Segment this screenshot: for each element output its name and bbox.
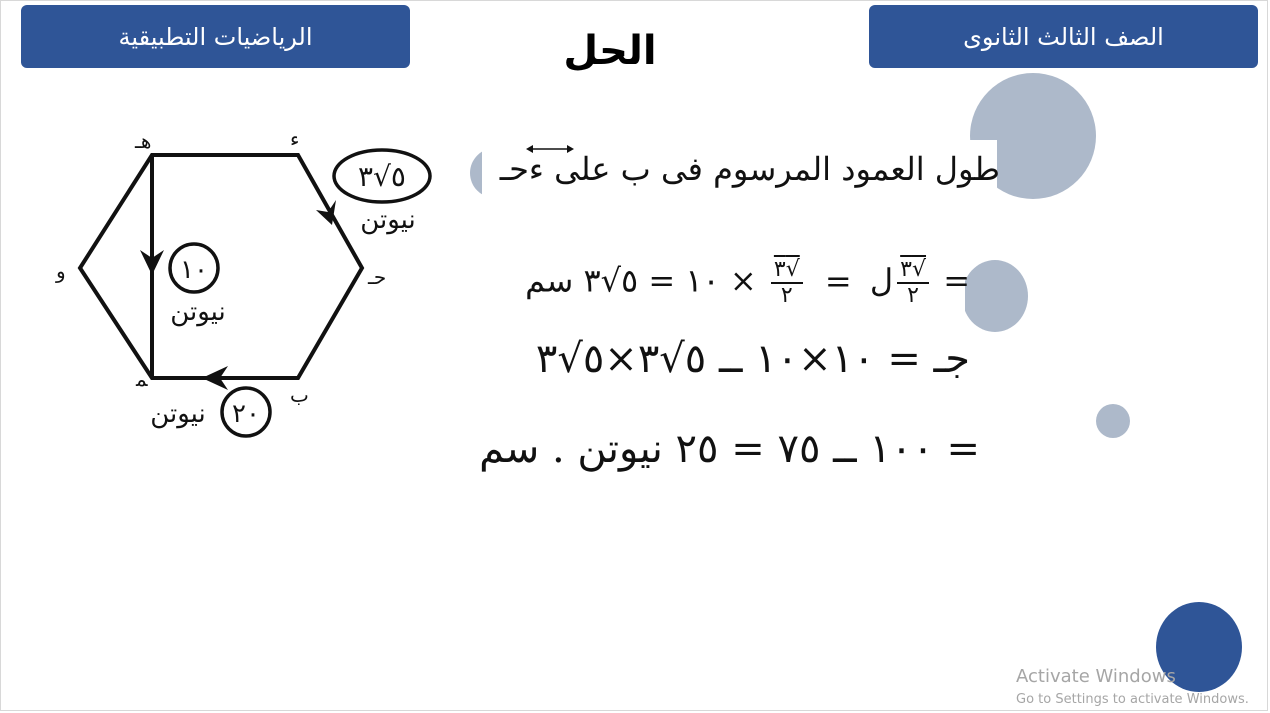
- force-dc-unit: نيوتن: [360, 205, 416, 235]
- hexagon-outline: [80, 155, 362, 378]
- line2-equals: =: [943, 261, 970, 300]
- line2-frac-den: ٢: [907, 283, 919, 308]
- line2-frac2-den: ٢: [780, 283, 793, 308]
- hexagon-diagram: [50, 120, 450, 440]
- line2-fraction-2: [771, 258, 803, 308]
- line2-equals-2: =: [824, 261, 852, 300]
- grade-label: الصف الثالث الثانوى: [963, 22, 1164, 51]
- solution-line-2: [505, 258, 970, 308]
- vertex-d-label: ء: [290, 127, 300, 151]
- activate-windows-subtitle: Go to Settings to activate Windows.: [1016, 692, 1249, 707]
- vertex-a-label: ﻤ: [136, 367, 148, 391]
- vertex-f-label: و: [56, 259, 66, 283]
- force-ba-value: ٢٠: [232, 399, 260, 429]
- line2-rest: × ١٠ = ٥√٣ سم: [525, 261, 757, 300]
- decor-circle-medium: [962, 260, 1028, 332]
- solution-line-1: طول العمود المرسوم فى ب على ءحـ: [499, 150, 1000, 188]
- force-dc-value: ٥√٣: [358, 160, 406, 193]
- solution-line-3: جـ = ١٠×١٠ ــ ٥√٣×٥√٣: [535, 336, 970, 382]
- solution-line-4: = ١٠٠ ــ ٧٥ = ٢٥ نيوتن . سم: [479, 426, 980, 472]
- force-ea-value: ١٠: [180, 255, 208, 285]
- force-ea-unit: نيوتن: [170, 297, 226, 327]
- decor-circle-small: [1096, 404, 1130, 438]
- vertex-b-label: ب: [290, 383, 309, 407]
- subject-label: الرياضيات التطبيقية: [118, 22, 313, 51]
- line2-frac-num: √٣: [897, 258, 929, 284]
- vertex-e-label: هـ: [135, 129, 152, 153]
- activate-windows-title: Activate Windows: [1016, 666, 1176, 687]
- grade-banner: [869, 5, 1258, 68]
- force-ba-unit: نيوتن: [150, 399, 206, 429]
- slide-title: الحل: [563, 28, 657, 74]
- line2-variable: ل: [869, 261, 894, 300]
- vertex-c-label: حـ: [368, 265, 387, 289]
- line2-fraction: [897, 258, 929, 308]
- subject-banner: [21, 5, 410, 68]
- line2-frac2-num: √٣: [771, 258, 803, 284]
